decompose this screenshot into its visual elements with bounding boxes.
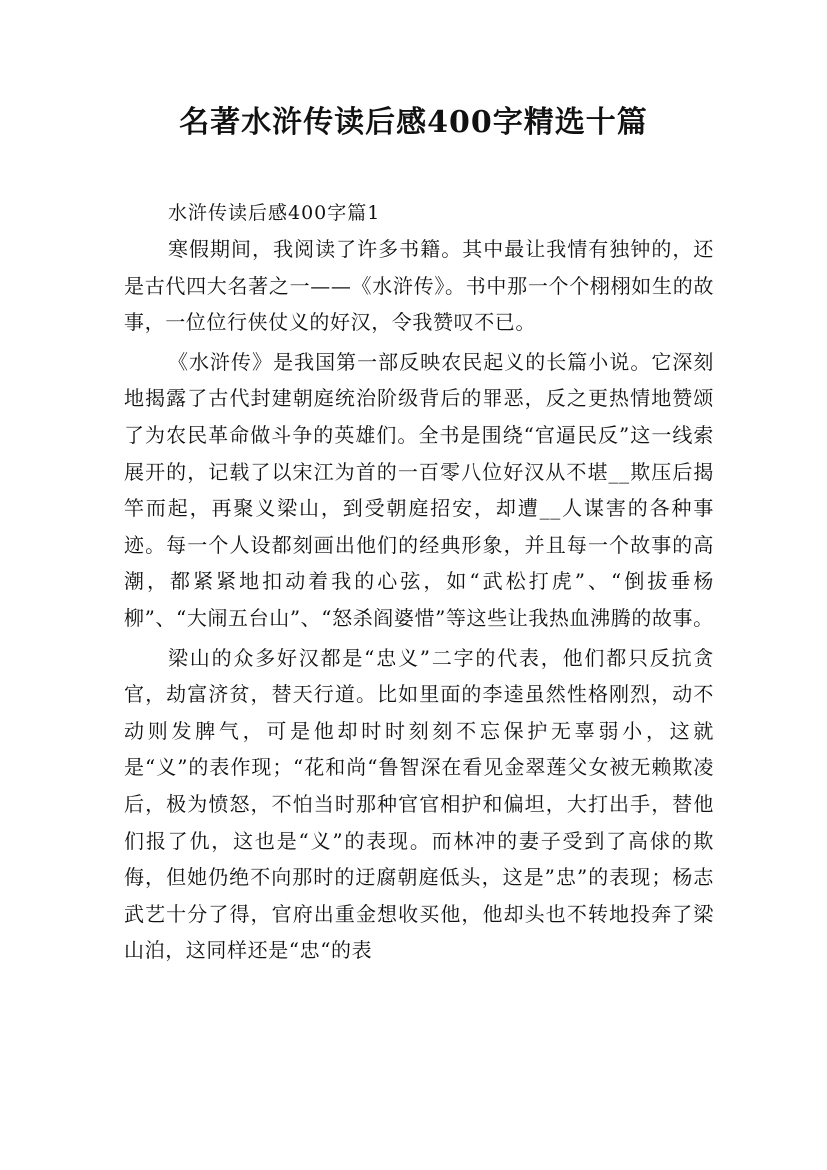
paragraph-3: 梁山的众多好汉都是“忠义”二字的代表，他们都只反抗贪官，劫富济贫，替天行道。比如里面的李逵虽然性格刚烈，动不动则发脾气，可是他却时时刻刻不忘保护无辜弱小，这就是“义”的表作现；“花和尚“鲁智深在看见金翠莲父女被无赖欺凌后，极为愤怒，不怕当时那种官官相护和偏坦，大打出手，替他们报了仇，这也是“义”的表现。而林冲的妻子受到了高俅的欺侮，但她仍绝不向那时的迂腐朝庭低头，这是”忠”的表现；杨志武艺十分了得，官府出重金想收买他，他却头也不转地投奔了梁山泊，这同样还是“忠“的表 <box>124 645 714 963</box>
document-title: 名著水浒传读后感400字精选十篇 <box>179 105 648 140</box>
section-heading: 水浒传读后感400字篇1 <box>168 202 381 224</box>
paragraph-2: 《水浒传》是我国第一部反映农民起义的长篇小说。它深刻地揭露了古代封建朝庭统治阶级背后的罪恶，反之更热情地赞颂了为农民革命做斗争的英雄们。全书是围绕“官逼民反”这一线索展开的，记载了以宋江为首的一百零八位好汉从不堪__欺压后揭竿而起，再聚义梁山，到受朝庭招安，却遭__人谋害的各种事迹。每一个人设都刻画出他们的经典形象，并且每一个故事的高潮，都紧紧地扣动着我的心弦，如“武松打虎”、“倒拔垂杨柳”、“大闹五台山”、“怒杀阎婆惜”等这些让我热血沸腾的故事。 <box>124 349 714 630</box>
document-body <box>124 195 714 972</box>
paragraph-1: 寒假期间，我阅读了许多书籍。其中最让我情有独钟的，还是古代四大名著之一——《水浒传》。书中那一个个栩栩如生的故事，一位位行侠仗义的好汉，令我赞叹不已。 <box>124 237 714 335</box>
